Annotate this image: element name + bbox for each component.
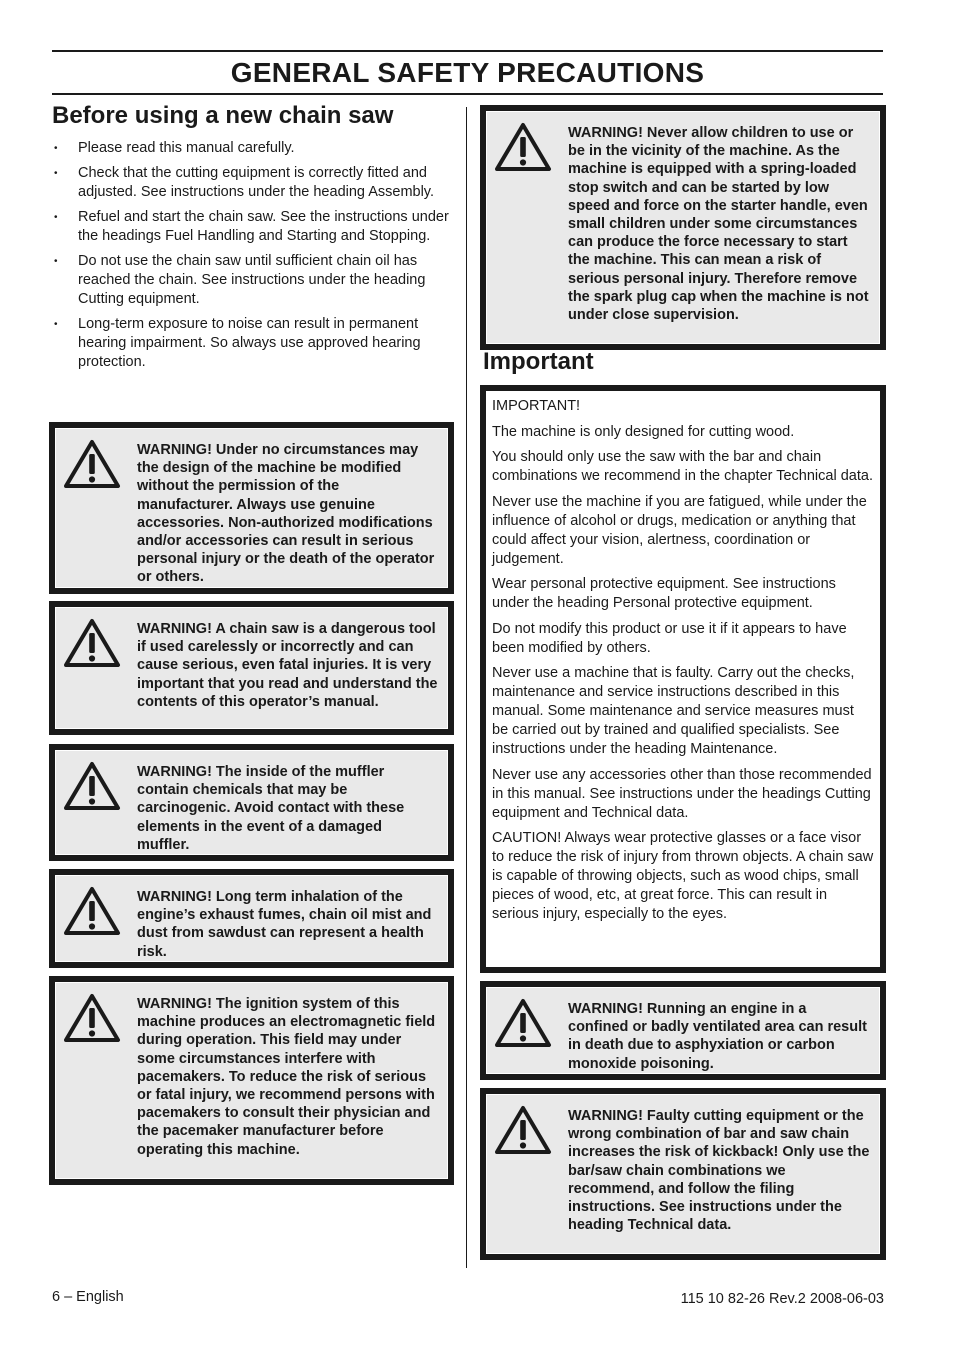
warning-triangle-icon: [62, 760, 122, 812]
document-id: 115 10 82-26 Rev.2 2008-06-03: [680, 1291, 884, 1307]
warning-triangle-icon: [62, 885, 122, 937]
important-paragraph: You should only use the saw with the bar and chain combinations we recommend in the chapter Technical data.: [492, 449, 873, 484]
warning-triangle-icon: [62, 617, 122, 669]
warning-triangle-icon: [493, 997, 553, 1049]
warning-text: WARNING! Long term inhalation of the engine’s exhaust fumes, chain oil mist and dust from sawdust can represent a health risk.: [137, 889, 432, 960]
warning-box-ignition: [49, 976, 454, 1185]
precaution-list: [52, 139, 452, 378]
page-title: GENERAL SAFETY PRECAUTIONS: [230, 57, 705, 88]
important-paragraph: CAUTION! Always wear protective glasses or a face visor to reduce the risk of injury from thrown objects. A chain saw is capable of throwing objects, such as wood chips, small pieces of wood, etc, at great force. This can result in serious injury, especially to the eyes.: [492, 830, 874, 922]
warning-box-kickback: [480, 1088, 886, 1260]
important-paragraph: The machine is only designed for cutting wood.: [492, 423, 795, 440]
important-paragraph: IMPORTANT!: [492, 398, 581, 414]
warning-box-dangerous-tool: [49, 601, 454, 735]
important-paragraph: Wear personal protective equipment. See instructions under the heading Personal protective equipment.: [492, 576, 836, 611]
section-heading-important: Important: [483, 348, 594, 375]
warning-triangle-icon: [493, 1104, 553, 1156]
important-box: [480, 385, 886, 973]
list-item: • Long-term exposure to noise can result in permanent hearing impairment. So always use approved hearing protection.: [52, 315, 452, 372]
list-item: • Do not use the chain saw until sufficient chain oil has reached the chain. See instructions under the heading Cutting equipment.: [52, 252, 452, 309]
list-item: • Check that the cutting equipment is correctly fitted and adjusted. See instructions under the heading Assembly.: [52, 164, 452, 202]
column-divider: [466, 107, 467, 1268]
page-number: 6 – English: [52, 1289, 124, 1305]
warning-box-children: [480, 105, 886, 350]
warning-text: WARNING! The inside of the muffler contain chemicals that may be carcinogenic. Avoid contact with these elements in the event of a damaged muffler.: [137, 764, 405, 853]
section-heading-new-chain-saw: Before using a new chain saw: [52, 102, 394, 129]
warning-triangle-icon: [493, 121, 553, 173]
warning-box-muffler: [49, 744, 454, 861]
title-underline: [52, 93, 883, 95]
warning-box-modification: [49, 422, 454, 594]
warning-text: WARNING! Under no circumstances may the design of the machine be modified without the permission of the manufacturer. Always use genuine accessories. Non-authorized modifications and/or accessories can result in serious personal injury or the death of the operator or others.: [137, 442, 435, 586]
important-paragraph: Never use a machine that is faulty. Carry out the checks, maintenance and service instructions described in this manual. Some maintenance and service measures must be carried out by trained and qualified specialists. See instructions under the heading Maintenance.: [492, 665, 855, 757]
important-paragraph: Never use the machine if you are fatigued, while under the influence of alcohol or drugs, medication or anything that could affect your vision, alertness, coordination or judgement.: [492, 493, 867, 567]
list-item: • Please read this manual carefully.: [52, 139, 452, 158]
important-paragraph: Do not modify this product or use it if it appears to have been modified by others.: [492, 620, 847, 656]
warning-text: WARNING! Faulty cutting equipment or the wrong combination of bar and saw chain increases the risk of kickback! Only use the bar/saw chain combinations we recommend, and follow the filing instructions. See instructions under the heading Technical data.: [568, 1108, 870, 1234]
warning-box-exhaust: [49, 869, 454, 968]
warning-text: WARNING! A chain saw is a dangerous tool if used carelessly or incorrectly and can cause serious, even fatal injuries. It is very important that you read and understand the contents of this operator’s manual.: [137, 621, 438, 710]
warning-text: WARNING! Running an engine in a confined or badly ventilated area can result in death due to asphyxiation or carbon monoxide poisoning.: [568, 1001, 867, 1072]
warning-text: WARNING! Never allow children to use or be in the vicinity of the machine. As the machine is equipped with a spring-loaded stop switch and can be started by low speed and force on the starter handle, even small children under some circumstances can produce the force necessary to start the machine. This can mean a risk of serious personal injury. Therefore remove the spark plug cap when the machine is not under close supervision.: [568, 125, 869, 324]
important-paragraph: Never use any accessories other than those recommended in this manual. See instructions under the headings Cutting equipment and Technical data.: [492, 766, 872, 821]
warning-text: WARNING! The ignition system of this machine produces an electromagnetic field during operation. This field may under some circumstances interfere with pacemakers. To reduce the risk of serious or fatal injury, we recommend persons with pacemakers to consult their physician and the pacemaker manufacturer before operating this machine.: [137, 996, 436, 1158]
list-item: • Refuel and start the chain saw. See the instructions under the headings Fuel Handling and Starting and Stopping.: [52, 208, 452, 246]
warning-box-ventilation: [480, 981, 886, 1080]
warning-triangle-icon: [62, 992, 122, 1044]
top-rule: [52, 50, 883, 52]
warning-triangle-icon: [62, 438, 122, 490]
